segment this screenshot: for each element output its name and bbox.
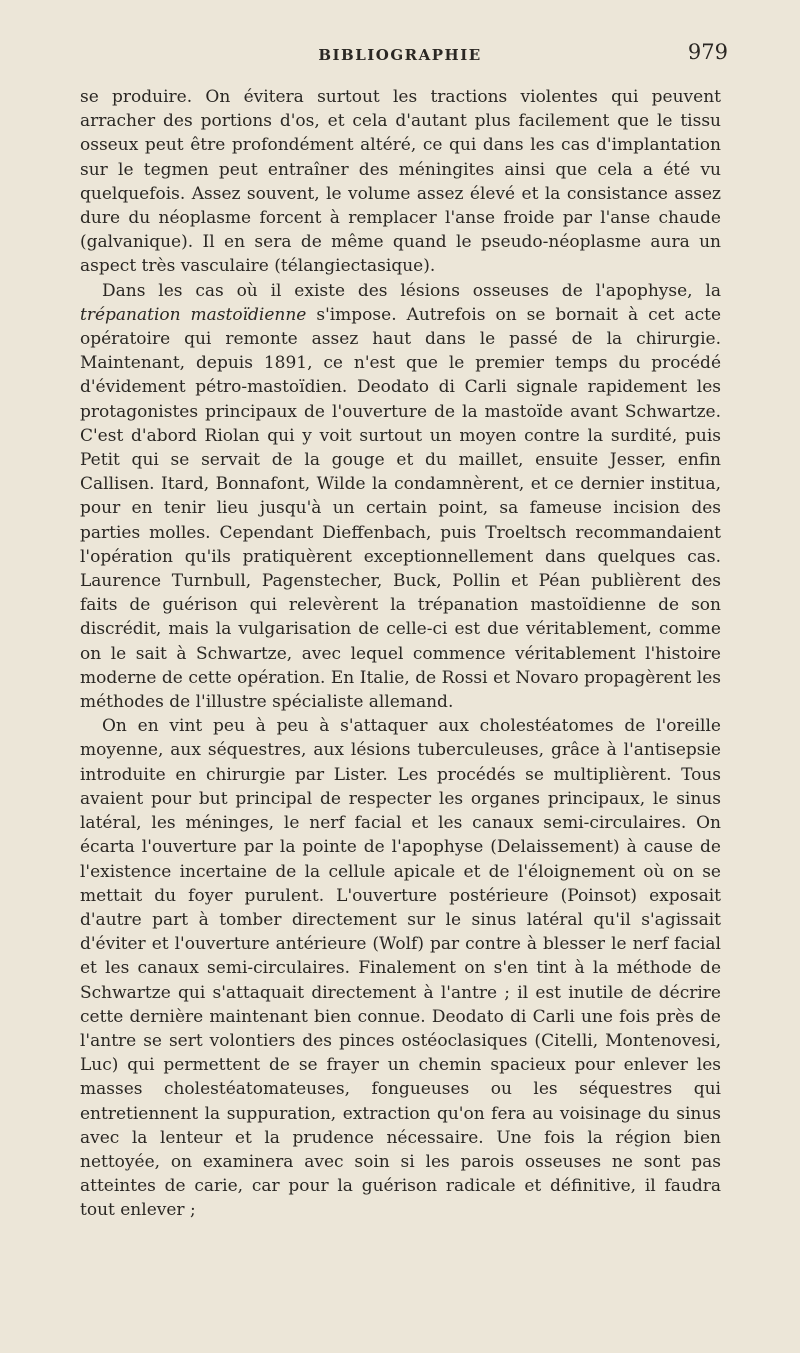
running-head: BIBLIOGRAPHIE — [318, 46, 482, 64]
text-run: s'impose. Autrefois on se bornait à cet acte opératoire qui remonte assez haut dans le passé de la chirurgie. Maintenant, depuis 1891, ce n'est que le premier temps du procédé d'évidement pétro-mastoïdien. Deodato di Carli signale rapidement les protagonistes principaux de l'ouverture de la mastoïde avant Schwartze. C'est d'abord Riolan qui y voit surtout un moyen contre la surdité, puis Petit qui se servait de la gouge et du maillet, ensuite Jesser, enfin Callisen. Itard, Bonnafont, Wilde la condamnèrent, et ce dernier institua, pour en tenir lieu jusqu'à un certain point, sa fameuse incision des parties molles. Cependant Dieffenbach, puis Troeltsch recommandaient l'opération qu'ils pratiquèrent exceptionnellement dans quelques cas. Laurence Turnbull, Pagenstecher, Buck, Pollin et Péan publièrent des faits de guérison qui relevèrent la trépanation mastoïdienne de son discrédit, mais la vulgarisation de celle-ci est due véritablement, comme on le sait à Schwartze, avec lequel commence véritablement l'histoire moderne de cette opération. En Italie, de Rossi et Novaro propagèrent les méthodes de l'illustre spécialiste allemand. — [80, 304, 722, 713]
text-run: On en vint peu à peu à s'attaquer aux cholestéatomes de l'oreille moyenne, aux séquestres, aux lésions tuberculeuses, grâce à l'antisepsie introduite en chirurgie par Lister. Les procédés se multiplièrent. Tous avaient pour but principal de respecter les organes principaux, le sinus latéral, les méninges, le nerf facial et les canaux semi-circulaires. On écarta l'ouverture par la pointe de l'apophyse (Delaissement) à cause de l'existence incertaine de la cellule apicale et de l'éloignement où on se mettait du foyer purulent. L'ouverture postérieure (Poinsot) exposait d'autre part à tomber directement sur le sinus latéral qu'il s'agissait d'éviter et l'ouverture antérieure (Wolf) par contre à blesser le nerf facial et les canaux semi-circulaires. Finalement on s'en tint à la méthode de Schwartze qui s'attaquait directement à l'antre ; il est inutile de décrire cette dernière maintenant bien connue. Deodato di Carli une fois près de l'antre se sert volontiers des pinces ostéoclasiques (Citelli, Montenovesi, Luc) qui permettent de se frayer un chemin spacieux pour enlever les masses cholestéatomateuses, fongueuses ou les séquestres qui entretiennent la suppuration, extraction qu'on fera au voisinage du sinus avec la lenteur et la prudence nécessaire. Une fois la région bien nettoyée, on examinera avec soin si les parois osseuses ne sont pas atteintes de carie, car pour la guérison radicale et définitive, il faudra tout enlever ; — [80, 716, 721, 1221]
page-number: 979 — [687, 40, 728, 64]
paragraph — [80, 714, 721, 1222]
body-text — [80, 85, 721, 1223]
paragraph — [80, 85, 721, 279]
italic-phrase: trépanation mastoïdienne — [80, 304, 307, 325]
text-run: se produire. On évitera surtout les tractions violentes qui peuvent arracher des portions d'os, et cela d'autant plus facilement que le tissu osseux peut être profondément altéré, ce qui dans les cas d'implantation sur le tegmen peut entraîner des méningites ainsi que cela a été vu quelquefois. Assez souvent, le volume assez élevé et la consistance assez dure du néoplasme forcent à remplacer l'anse froide par l'anse chaude (galvanique). Il en sera de même quand le pseudo-néoplasme aura un aspect très vasculaire (télangiectasique). — [80, 87, 721, 277]
page-header — [80, 40, 728, 76]
text-run: Dans les cas où il existe des lésions osseuses de l'apophyse, la — [102, 280, 721, 301]
paragraph — [80, 279, 721, 715]
